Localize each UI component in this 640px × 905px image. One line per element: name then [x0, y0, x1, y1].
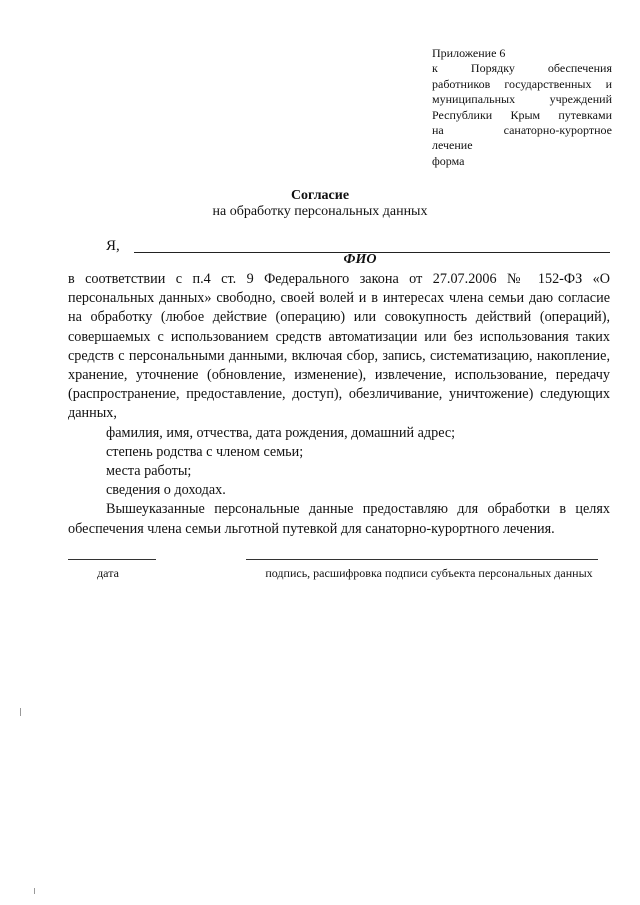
- data-list-item: фамилия, имя, отчества, дата рождения, домашний адрес;: [106, 424, 456, 441]
- consent-paragraph: в соответствии с п.4 ст. 9 Федерального закона от 27.07.2006 № 152-ФЗ «О персональных данных» свободно, своей волей и в интересах члена семьи даю согласие на обработку (любое действие (операцию) или совокупность действий (операций), совершаемых с использованием средств автоматизации или без использования таких средств с персональными данными, включая сбор, запись, систематизацию, накопление, хранение, уточнение (обновление, изменение), извлечение, использование, передачу (распространение, предоставление, доступ), обезличивание, уничтожение) следующих данных,: [68, 271, 610, 422]
- appendix-line: на санаторно-курортное: [432, 123, 612, 138]
- signature-label: подпись, расшифровка подписи субъекта персональных данных: [265, 566, 593, 580]
- appendix-line: Республики Крым путевками: [432, 107, 612, 122]
- appendix-line: муниципальных учреждений: [432, 92, 612, 107]
- data-list-item: места работы;: [106, 463, 192, 480]
- date-signature-line[interactable]: [68, 559, 156, 560]
- document-subtitle: на обработку персональных данных: [212, 204, 428, 219]
- data-list-item: степень родства с членом семьи;: [106, 443, 304, 460]
- document-title: Согласие: [290, 188, 350, 203]
- data-list-item: сведения о доходах.: [106, 482, 226, 499]
- scan-artifact: [34, 888, 35, 894]
- consent-purpose-paragraph: Вышеуказанные персональные данные предоставляю для обработки в целях обеспечения члена семьи льготной путевкой для санаторно-курортного лечения.: [68, 501, 610, 537]
- appendix-line: работников государственных и: [432, 76, 612, 91]
- fio-caption: ФИО: [343, 252, 377, 267]
- appendix-line: к Порядку обеспечения: [432, 61, 612, 76]
- appendix-form-label: форма: [432, 153, 465, 168]
- fio-prefix: Я,: [106, 238, 120, 254]
- signature-line[interactable]: [246, 559, 598, 560]
- appendix-number: Приложение 6: [432, 46, 506, 60]
- date-label: дата: [97, 566, 119, 580]
- appendix-header: [432, 46, 612, 169]
- appendix-line: лечение: [432, 138, 473, 153]
- scan-artifact: [20, 708, 21, 716]
- consent-body: [68, 270, 610, 539]
